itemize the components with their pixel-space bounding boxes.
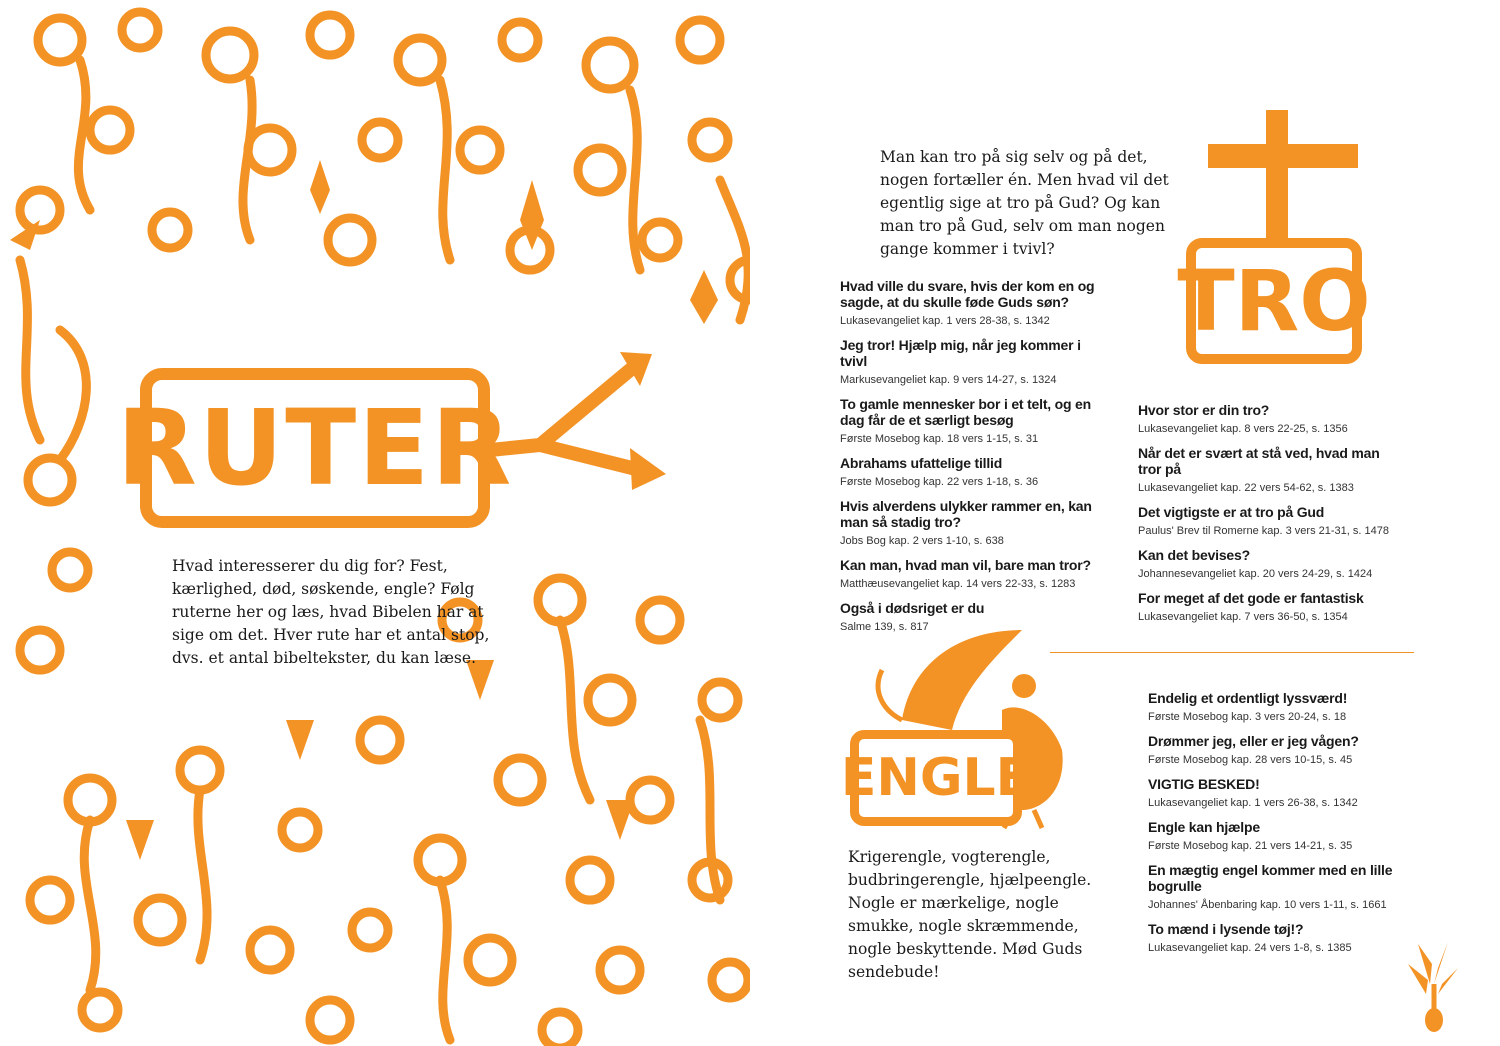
entry-reference: Markusevangeliet kap. 9 vers 14-27, s. 1324 [840,374,1057,386]
entry-title: Endelig et ordentligt lyssværd! [1148,690,1348,706]
entry-title: Hvor stor er din tro? [1138,402,1270,418]
entry-reference: Lukasevangeliet kap. 22 vers 54-62, s. 1383 [1138,482,1354,494]
engle-sign [840,730,1032,826]
entry-reference: Første Mosebog kap. 21 vers 14-21, s. 35 [1148,840,1353,852]
entry-reference: Første Mosebog kap. 18 vers 1-15, s. 31 [840,433,1039,445]
entry-title: VIGTIG BESKED! [1148,776,1260,792]
entry-title: To mænd i lysende tøj!? [1148,921,1304,937]
engle-intro-text: Krigerengle, vogterengle, budbringerengle, hjælpeengle. Nogle er mærkelige, nogle smukke, nogle skræmmende, nogle beskyttende. Mød Guds sendebude! [848,848,1092,981]
entry-reference: Første Mosebog kap. 3 vers 20-24, s. 18 [1148,711,1347,723]
list-item [840,498,1110,549]
tro-entries-col-1 [840,278,1110,643]
entry-reference: Salme 139, s. 817 [840,621,929,633]
entry-title: Det vigtigste er at tro på Gud [1138,504,1325,520]
tro-title: TRO [1177,252,1371,350]
engle-entries [1148,690,1418,964]
fork-arrow-icon [480,340,680,510]
list-item [1148,862,1418,913]
entry-reference: Lukasevangeliet kap. 1 vers 26-38, s. 1342 [1148,797,1358,809]
entry-reference: Første Mosebog kap. 22 vers 1-18, s. 36 [840,476,1039,488]
entry-title: Engle kan hjælpe [1148,819,1260,835]
entry-title: Hvad ville du svare, hvis der kom en og sagde, at du skulle føde Guds søn? [840,278,1095,310]
entry-reference: Første Mosebog kap. 28 vers 10-15, s. 45 [1148,754,1353,766]
entry-reference: Jobs Bog kap. 2 vers 1-10, s. 638 [840,535,1004,547]
list-item [840,278,1110,329]
ruter-sign [116,368,514,528]
tro-entries-col-2 [1138,402,1398,633]
entry-reference: Johannesevangeliet kap. 20 vers 24-29, s. 1424 [1138,568,1373,580]
list-item [1138,504,1398,539]
entry-reference: Johannes' Åbenbaring kap. 10 vers 1-11, s. 1661 [1148,899,1387,911]
ruter-title: RUTER [116,387,514,509]
entry-title: Jeg tror! Hjælp mig, når jeg kommer i tvivl [840,337,1081,369]
entry-title: Når det er svært at stå ved, hvad man tror på [1138,445,1380,477]
sprout-icon [1408,924,1458,1034]
entry-reference: Lukasevangeliet kap. 7 vers 36-50, s. 1354 [1138,611,1348,623]
list-item [840,557,1110,592]
list-item [840,396,1110,447]
list-item [1148,776,1418,811]
list-item [1138,590,1398,625]
entry-title: Kan det bevises? [1138,547,1250,563]
entry-title: To gamle mennesker bor i et telt, og en dag får de et særligt besøg [840,396,1091,428]
entry-title: Drømmer jeg, eller er jeg vågen? [1148,733,1359,749]
entry-title: En mægtig engel kommer med en lille bogrulle [1148,862,1393,894]
list-item [1148,921,1418,956]
entry-reference: Lukasevangeliet kap. 24 vers 1-8, s. 1385 [1148,942,1352,954]
tro-sign [1177,238,1371,364]
entry-reference: Paulus' Brev til Romerne kap. 3 vers 21-31, s. 1478 [1138,525,1389,537]
list-item [840,337,1110,388]
entry-title: Kan man, hvad man vil, bare man tror? [840,557,1091,573]
engle-title: ENGLE [840,748,1032,808]
list-item [1148,819,1418,854]
list-item [840,455,1110,490]
entry-title: Abrahams ufattelige tillid [840,455,1003,471]
section-divider [1050,652,1414,653]
entry-title: Også i dødsriget er du [840,600,985,616]
list-item [1138,547,1398,582]
entry-reference: Matthæusevangeliet kap. 14 vers 22-33, s. 1283 [840,578,1076,590]
list-item [1148,733,1418,768]
list-item [1138,445,1398,496]
entry-title: Hvis alverdens ulykker rammer en, kan man så stadig tro? [840,498,1092,530]
list-item [1138,402,1398,437]
entry-reference: Lukasevangeliet kap. 1 vers 28-38, s. 1342 [840,315,1050,327]
ruter-intro-text: Hvad interesserer du dig for? Fest, kærlighed, død, søskende, engle? Følg ruterne her og læs, hvad Bibelen har at sige om det. Hver rute har et antal stop, dvs. et antal bibeltekster, du kan læse. [172,557,490,667]
tro-intro-text: Man kan tro på sig selv og på det, nogen fortæller én. Men hvad vil det egentlig sige at tro på Gud? Og kan man tro på Gud, selv om man nogen gange kommer i tvivl? [880,148,1169,258]
cross-icon [1180,110,1370,250]
entry-title: For meget af det gode er fantastisk [1138,590,1364,606]
entry-reference: Lukasevangeliet kap. 8 vers 22-25, s. 1356 [1138,423,1348,435]
list-item [1148,690,1418,725]
